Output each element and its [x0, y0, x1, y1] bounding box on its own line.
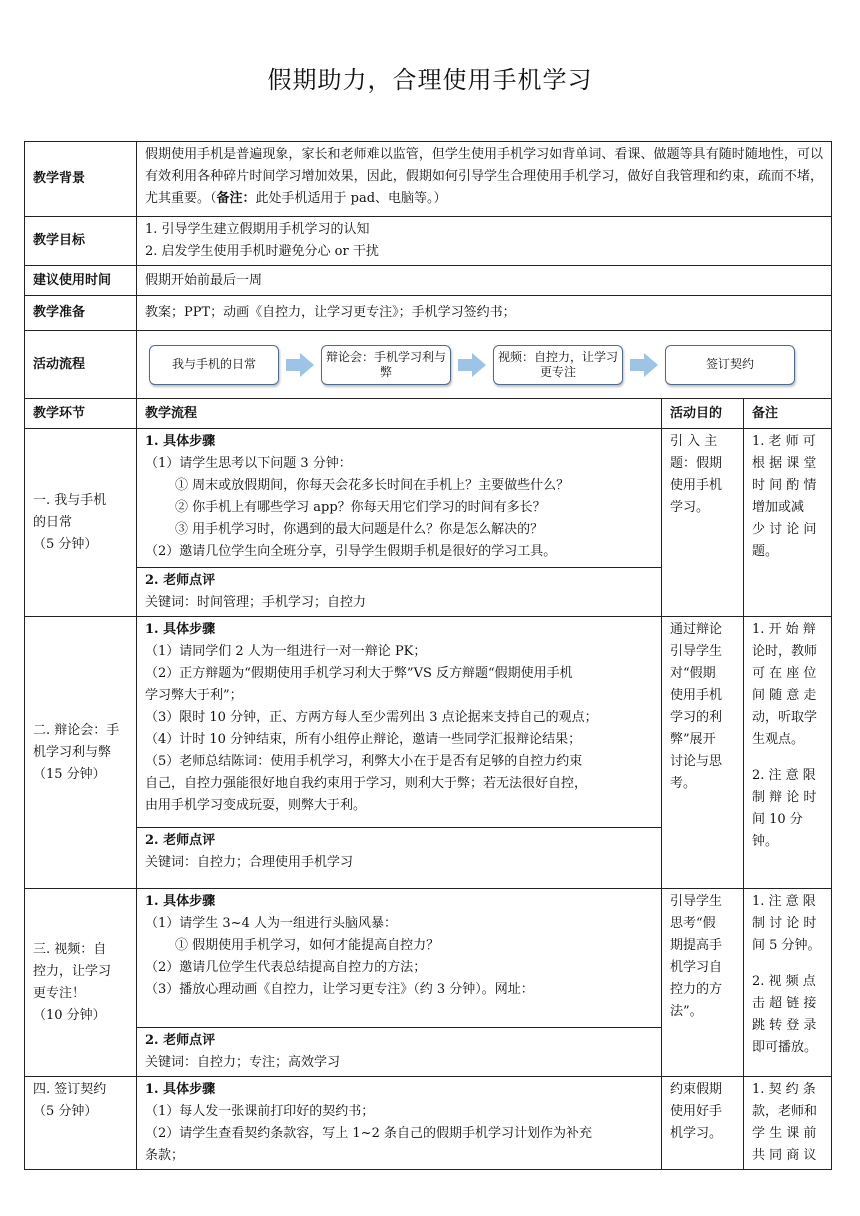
flow-arrow-icon [623, 346, 665, 384]
header-stage: 教学环节 [25, 399, 137, 429]
flow-arrow-icon [279, 346, 321, 384]
row-flow [25, 331, 832, 399]
prep-text: 教案；PPT；动画《自控力，让学习更专注》；手机学习签约书； [137, 296, 832, 331]
background-text: 假期使用手机是普遍现象，家长和老师难以监管，但学生使用手机学习如背单词、看课、做题等具有随时随地性，可以有效利用各种碎片时间学习增加效果，因此，假期如何引导学生合理使用手机学习，做好自我管理和约束，疏而不堵，尤其重要。（备注：此处手机适用于 pad、电脑等。） [137, 142, 832, 217]
table-header-row [25, 399, 832, 429]
flow-step-3: 视频：自控力，让学习更专注 [493, 345, 623, 385]
note-cell: 1. 开 始 辩 论时，教师 可 在 座 位 间 随 意 走 动，听取学 生观点。 2. 注 意 限 制 辩 论 时 间 10 分 钟。 [744, 617, 832, 889]
stage-cell: 二. 辩论会：手 机学习利与弊 （15 分钟） [25, 617, 137, 889]
section-row [25, 429, 832, 617]
note-cell: 1. 注 意 限 制 讨 论 时 间 5 分钟。 2. 视 频 点 击 超 链 接 跳 转 登 录 即可播放。 [744, 889, 832, 1077]
label-flow: 活动流程 [25, 331, 137, 399]
stage-cell: 四. 签订契约 （5 分钟） [25, 1077, 137, 1170]
row-time [25, 266, 832, 296]
row-prep [25, 296, 832, 331]
header-process: 教学流程 [137, 399, 662, 429]
stage-cell: 一. 我与手机 的日常 （5 分钟） [25, 429, 137, 617]
flow-step-2: 辩论会：手机学习利与弊 [321, 345, 451, 385]
purpose-cell: 约束假期 使用好手 机学习。 [662, 1077, 744, 1170]
header-purpose: 活动目的 [662, 399, 744, 429]
flow-step-1: 我与手机的日常 [149, 345, 279, 385]
purpose-cell: 通过辩论 引导学生 对“假期 使用手机 学习的利 弊”展开 讨论与思 考。 [662, 617, 744, 889]
purpose-cell: 引导学生 思考“假 期提高手 机学习自 控力的方 法”。 [662, 889, 744, 1077]
purpose-cell: 引 入 主 题：假期 使用手机 学习。 [662, 429, 744, 617]
process-cell: 1. 具体步骤 （1）请学生思考以下问题 3 分钟： ① 周末或放假期间，你每天会花多长时间在手机上？主要做些什么？ ② 你手机上有哪些学习 app？你每天用它们学习的时间有多长？ ③ 用手机学习时，你遇到的最大问题是什么？你是怎么解决的？ （2）邀请几位学生向全班分享，引导学生假期手机是很好的学习工具。 2. 老师点评 关键词：时间管理；手机学习；自控力 [137, 429, 662, 617]
process-cell: 1. 具体步骤 （1）请学生 3~4 人为一组进行头脑风暴： ① 假期使用手机学习，如何才能提高自控力？ （2）邀请几位学生代表总结提高自控力的方法； （3）播放心理动画《自控力，让学习更专注》（约 3 分钟）。网址： 2. 老师点评 关键词：自控力；专注；高效学习 [137, 889, 662, 1077]
flow-diagram [137, 331, 832, 399]
row-goals [25, 217, 832, 266]
goal-item: 1. 引导学生建立假期用手机学习的认知 [145, 222, 370, 237]
goal-item: 2. 启发学生使用手机时避免分心 or 干扰 [145, 244, 379, 259]
process-cell: 1. 具体步骤 （1）请同学们 2 人为一组进行一对一辩论 PK； （2）正方辩题为“假期使用手机学习利大于弊”VS 反方辩题“假期使用手机 学习弊大于利”； （3）限时 10 分钟，正、方两方每人至少需列出 3 点论据来支持自己的观点； （4）计时 10 分钟结束，所有小组停止辩论，邀请一些同学汇报辩论结果； （5）老师总结陈词：使用手机学习，利弊大小在于是否有足够的自控力约束 自己，自控力强能很好地自我约束用于学习，则利大于弊；若无法很好自控， 由用手机学习变成玩耍，则弊大于利。 2. 老师点评 关键词：自控力；合理使用手机学习 [137, 617, 662, 889]
flow-step-4: 签订契约 [665, 345, 795, 385]
row-background [25, 142, 832, 217]
section-row [25, 617, 832, 889]
process-cell: 1. 具体步骤 （1）每人发一张课前打印好的契约书； （2）请学生查看契约条款容，写上 1~2 条自己的假期手机学习计划作为补充 条款； [137, 1077, 662, 1170]
stage-cell: 三. 视频：自 控力，让学习 更专注！ （10 分钟） [25, 889, 137, 1077]
section-row [25, 889, 832, 1077]
label-prep: 教学准备 [25, 296, 137, 331]
header-note: 备注 [744, 399, 832, 429]
time-text: 假期开始前最后一周 [137, 266, 832, 296]
note-cell: 1. 契 约 条 款，老师和 学 生 课 前 共 同 商 议 [744, 1077, 832, 1170]
label-background: 教学背景 [25, 142, 137, 217]
lesson-plan-table [24, 141, 832, 1170]
goals-list [137, 217, 832, 266]
label-goals: 教学目标 [25, 217, 137, 266]
label-time: 建议使用时间 [25, 266, 137, 296]
note-cell: 1. 老 师 可 根 据 课 堂 时 间 酌 情 增加或减 少 讨 论 问 题。 [744, 429, 832, 617]
flow-arrow-icon [451, 346, 493, 384]
page-title: 假期助力，合理使用手机学习 [267, 66, 593, 94]
section-row [25, 1077, 832, 1170]
